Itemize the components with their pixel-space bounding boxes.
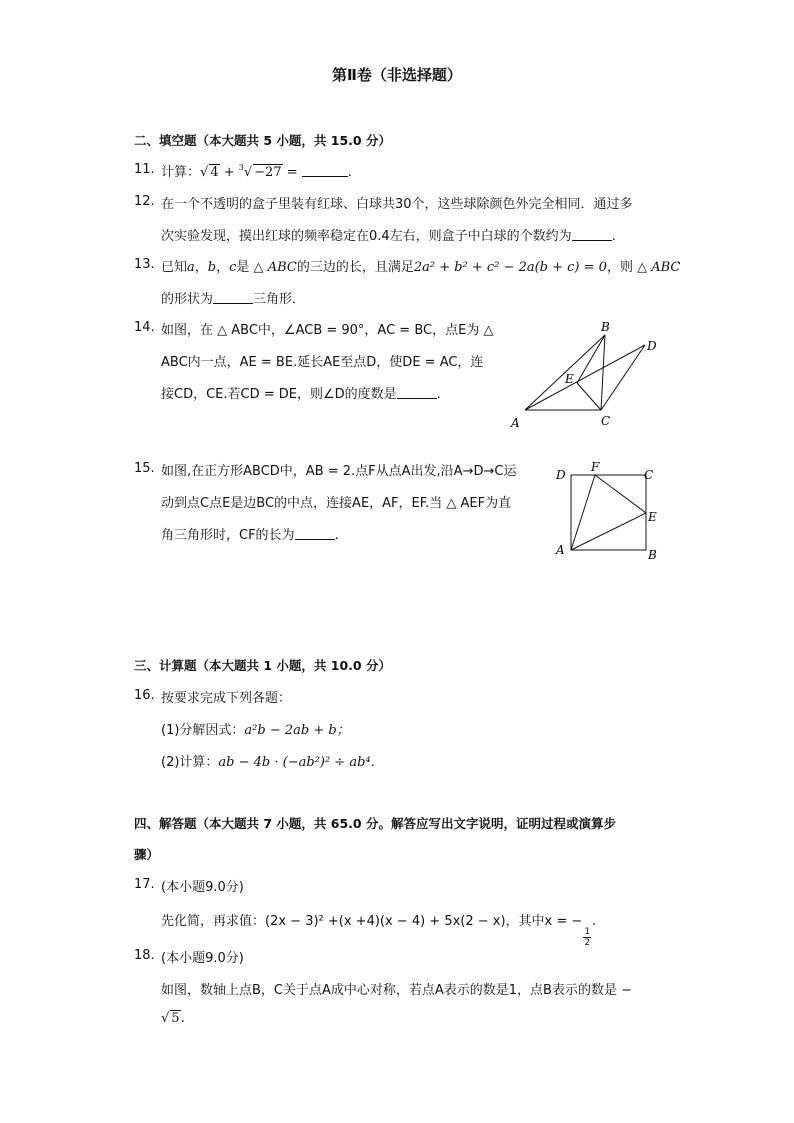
answer-blank	[302, 164, 348, 177]
fraction: $\frac{1}{2}$	[584, 927, 591, 948]
question-number: 12.	[134, 194, 155, 209]
q11-prefix: 计算：	[161, 165, 201, 180]
root-index: 3	[238, 163, 244, 172]
answer-blank	[295, 527, 335, 540]
q18-line1: 如图，数轴上点B，C关于点A成中心对称，若点A表示的数是1，点B表示的数是 −	[161, 983, 632, 998]
label-E: E	[565, 372, 574, 386]
question-number: 15.	[134, 461, 155, 476]
question-number: 11.	[134, 162, 155, 177]
q16-part1: (1)分解因式：a²b − 2ab + b；	[161, 723, 350, 738]
sqrt-symbol: √	[243, 165, 253, 180]
question-number: 18.	[134, 948, 155, 963]
question-number: 16.	[134, 688, 155, 703]
label-D: D	[556, 468, 566, 482]
label-F: F	[591, 460, 600, 474]
answer-blank	[572, 228, 612, 241]
section-heading-fill-in: 二、填空题（本大题共 5 小题，共 15.0 分）	[134, 133, 391, 148]
q13-equation: 2a² + b² + c² − 2a(b + c) = 0	[413, 260, 607, 275]
q14-line2: ABC内一点，AE = BE.延长AE至点D，使DE = AC，连	[161, 355, 484, 370]
q13-line1: 已知a，b，c是 △ ABC的三边的长，且满足2a² + b² + c² − 2a(b + c) = 0，则 △ ABC	[161, 260, 681, 275]
label-C: C	[644, 468, 654, 482]
q17-score: (本小题9.0分)	[161, 880, 244, 895]
label-A: A	[511, 416, 520, 430]
q14-line1: 如图，在 △ ABC中，∠ACB = 90°，AC = BC，点E为 △	[161, 323, 494, 338]
answer-blank	[213, 291, 253, 304]
square-figure	[545, 455, 670, 565]
radicand-4: 4	[210, 165, 219, 180]
label-B: B	[601, 320, 610, 334]
section-title: 第Ⅱ卷（非选择题）	[332, 66, 462, 84]
label-E: E	[648, 510, 657, 524]
q15-line2: 动到点C点E是边BC的中点，连接AE，AF，EF.当 △ AEF为直	[161, 496, 512, 511]
label-A: A	[556, 543, 565, 557]
triangle-figure	[505, 315, 670, 435]
q13-line2: 的形状为 三角形．	[161, 292, 306, 307]
q18-line2: √ 5.	[161, 1011, 185, 1026]
q15-line1: 如图,在正方形ABCD中，AB = 2.点F从点A出发,沿A→D→C运	[161, 464, 517, 479]
q16-intro: 按要求完成下列各题：	[161, 691, 292, 706]
sqrt-symbol: √	[200, 165, 209, 180]
question-number: 14.	[134, 320, 155, 335]
q15-line3: 角三角形时，CF的长为 .	[161, 528, 339, 543]
question-11: 计算：√ 4 + $^3$√ −27 = .	[161, 163, 352, 180]
q12-line2: 次实验发现，摸出红球的频率稳定在0.4左右，则盒子中白球的个数约为 .	[161, 229, 616, 244]
q16-part2: (2)计算：ab − 4b · (−ab²)² ÷ ab⁴.	[161, 755, 375, 770]
q18-score: (本小题9.0分)	[161, 951, 244, 966]
answer-blank	[397, 386, 437, 399]
q14-line3: 接CD，CE.若CD = DE，则∠D的度数是 .	[161, 387, 441, 402]
radicand-neg27: −27	[254, 165, 282, 180]
section-heading-solutions-cont: 骤）	[134, 847, 160, 862]
section-heading-solutions: 四、解答题（本大题共 7 小题，共 65.0 分。解答应写出文字说明，证明过程或演算步	[134, 816, 616, 831]
q17-text: 先化简，再求值：(2x − 3)² +(x +4)(x − 4) + 5x(2 − x)，其中x = − $\frac{1}{2}$ .	[161, 914, 597, 948]
question-number: 17.	[134, 877, 155, 892]
label-D: D	[647, 339, 657, 353]
q12-line1: 在一个不透明的盒子里装有红球、白球共30个，这些球除颜色外完全相同．通过多	[161, 197, 633, 212]
sqrt-symbol: √	[161, 1011, 170, 1026]
question-number: 13.	[134, 257, 155, 272]
label-C: C	[601, 414, 611, 428]
label-B: B	[648, 548, 657, 562]
section-heading-calculation: 三、计算题（本大题共 1 小题，共 10.0 分）	[134, 658, 391, 673]
